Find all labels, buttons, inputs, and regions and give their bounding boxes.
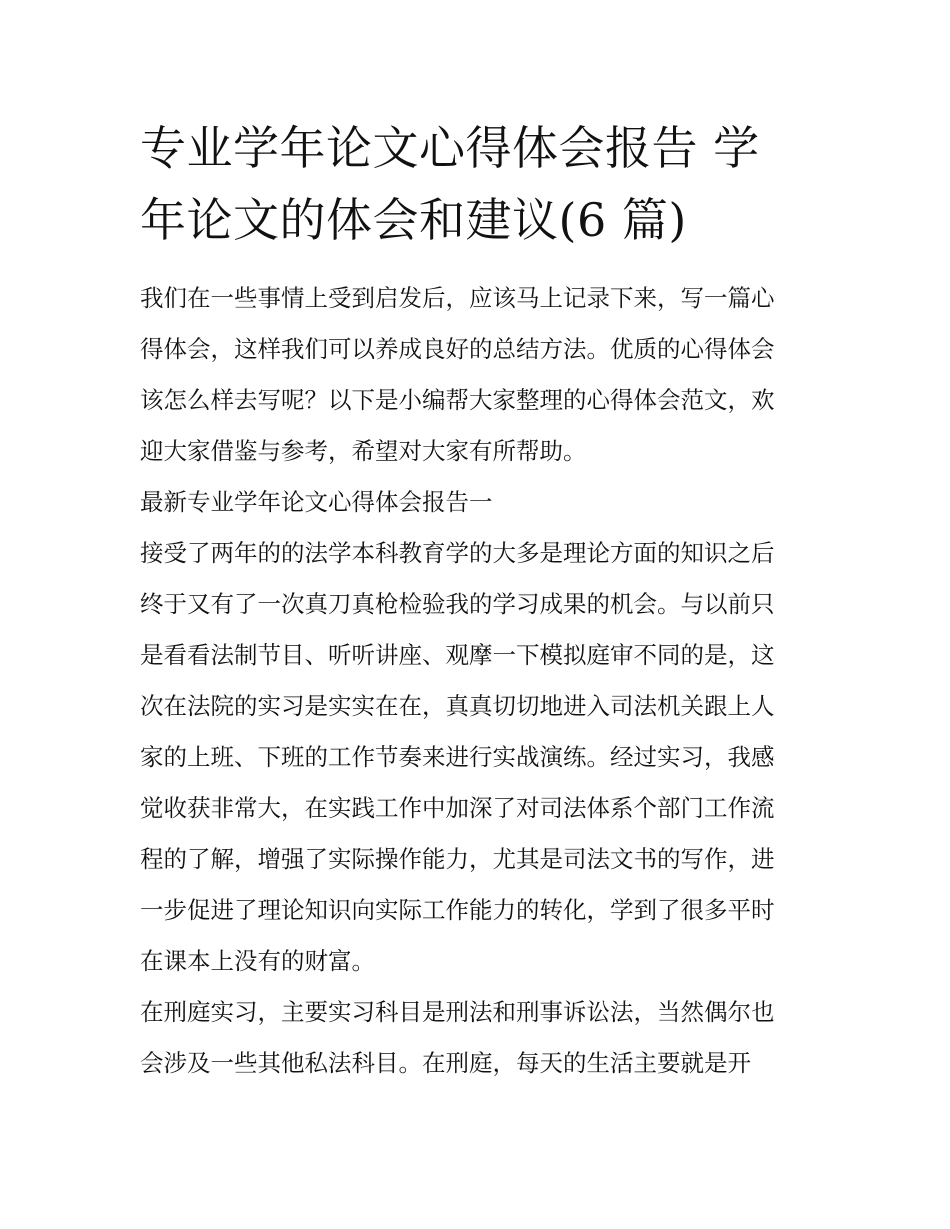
p2-line-1: 在刑庭实习，主要实习科目是刑法和刑事诉讼法，当然偶尔也	[140, 998, 775, 1026]
p1-line-7: 程的了解，增强了实际操作能力，尤其是司法文书的写作，进	[140, 845, 775, 873]
p1-line-4: 次在法院的实习是实实在在，真真切切地进入司法机关跟上人	[140, 692, 775, 720]
intro-paragraph	[140, 278, 812, 482]
section-heading: 最新专业学年论文心得体会报告一	[140, 488, 493, 516]
p1-line-9: 在课本上没有的财富。	[140, 947, 375, 975]
p1-line-2: 终于又有了一次真刀真枪检验我的学习成果的机会。与以前只	[140, 590, 775, 618]
p1-line-1: 接受了两年的的法学本科教育学的大多是理论方面的知识之后	[140, 539, 775, 567]
intro-line-4: 迎大家借鉴与参考，希望对大家有所帮助。	[140, 437, 587, 465]
intro-line-3: 该怎么样去写呢？以下是小编帮大家整理的心得体会范文，欢	[140, 386, 775, 414]
p1-line-8: 一步促进了理论知识向实际工作能力的转化，学到了很多平时	[140, 896, 775, 924]
body-paragraph-1	[140, 533, 812, 992]
body-paragraph-2	[140, 992, 812, 1094]
document-title	[140, 112, 812, 256]
p2-line-2: 会涉及一些其他私法科目。在刑庭，每天的生活主要就是开	[140, 1049, 751, 1077]
document-page	[140, 112, 812, 1094]
intro-line-2: 得体会，这样我们可以养成良好的总结方法。优质的心得体会	[140, 335, 775, 363]
p1-line-3: 是看看法制节目、听听讲座、观摩一下模拟庭审不同的是，这	[140, 641, 775, 669]
p1-line-6: 觉收获非常大，在实践工作中加深了对司法体系个部门工作流	[140, 794, 775, 822]
p1-line-5: 家的上班、下班的工作节奏来进行实战演练。经过实习，我感	[140, 743, 775, 771]
intro-line-1: 我们在一些事情上受到启发后，应该马上记录下来，写一篇心	[140, 284, 775, 312]
title-line-1: 专业学年论文心得体会报告 学	[140, 121, 760, 175]
title-line-2: 年论文的体会和建议(6 篇)	[140, 193, 687, 247]
